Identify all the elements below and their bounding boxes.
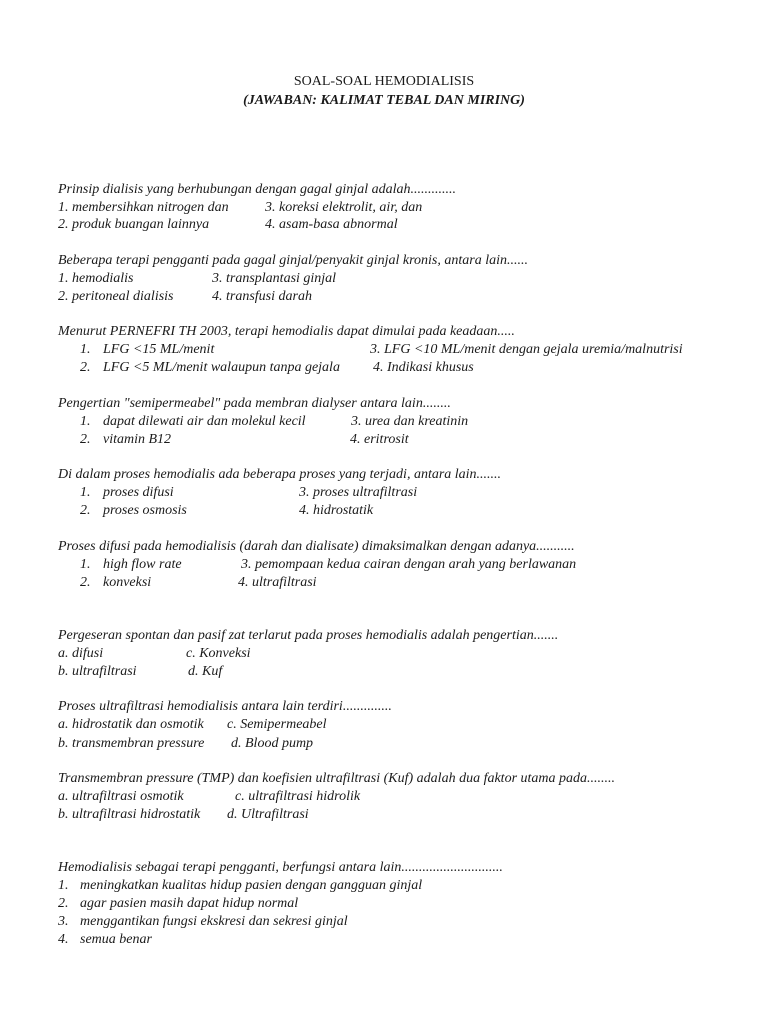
- question-6-option-4: 4. ultrafiltrasi: [238, 575, 317, 590]
- question-8-option-a: a. hidrostatik dan osmotik: [58, 717, 204, 732]
- question-7-option-c: c. Konveksi: [186, 646, 251, 661]
- question-5-text: Di dalam proses hemodialis ada beberapa proses yang terjadi, antara lain.......: [58, 467, 502, 482]
- question-10-option-2: agar pasien masih dapat hidup normal: [80, 896, 299, 911]
- question-10-option-1: meningkatkan kualitas hidup pasien dengan gangguan ginjal: [80, 878, 423, 893]
- question-4-number-2: 2.: [80, 432, 91, 447]
- question-10-option-4: semua benar: [80, 932, 152, 947]
- question-1-option-2: 2. produk buangan lainnya: [58, 217, 210, 232]
- question-10-text: Hemodialisis sebagai terapi pengganti, berfungsi antara lain.............................: [58, 860, 503, 875]
- question-5-option-1: proses difusi: [103, 485, 174, 500]
- question-7-option-b: b. ultrafiltrasi: [58, 664, 137, 679]
- question-6-text: Proses difusi pada hemodialisis (darah dan dialisate) dimaksimalkan dengan adanya...........: [58, 539, 575, 554]
- question-6-option-3: 3. pemompaan kedua cairan dengan arah yang berlawanan: [241, 557, 577, 572]
- question-8-option-b: b. transmembran pressure: [58, 736, 205, 751]
- question-10-number-1: 1.: [58, 878, 69, 893]
- question-1-option-3: 3. koreksi elektrolit, air, dan: [265, 200, 423, 215]
- question-2-option-1: 1. hemodialis: [58, 271, 134, 286]
- question-3-option-2: LFG <5 ML/menit walaupun tanpa gejala: [103, 360, 340, 375]
- question-8-option-d: d. Blood pump: [231, 736, 314, 751]
- question-1-option-1: 1. membersihkan nitrogen dan: [58, 200, 229, 215]
- question-2-option-3: 3. transplantasi ginjal: [212, 271, 337, 286]
- question-9-option-a: a. ultrafiltrasi osmotik: [58, 789, 184, 804]
- question-9-option-b: b. ultrafiltrasi hidrostatik: [58, 807, 201, 822]
- question-1-option-4: 4. asam-basa abnormal: [265, 217, 398, 232]
- question-6-number-2: 2.: [80, 575, 91, 590]
- question-9-option-c: c. ultrafiltrasi hidrolik: [235, 789, 361, 804]
- question-6-option-1: high flow rate: [103, 557, 182, 572]
- question-10-option-3: menggantikan fungsi ekskresi dan sekresi ginjal: [80, 914, 348, 929]
- question-3-number-2: 2.: [80, 360, 91, 375]
- question-4-number-1: 1.: [80, 414, 91, 429]
- question-5-number-1: 1.: [80, 485, 91, 500]
- question-4-text: Pengertian "semipermeabel" pada membran dialyser antara lain........: [58, 396, 451, 411]
- question-9-text: Transmembran pressure (TMP) dan koefisien ultrafiltrasi (Kuf) adalah dua faktor utama pada........: [58, 771, 616, 786]
- question-7-text: Pergeseran spontan dan pasif zat terlarut pada proses hemodialis adalah pengertian.......: [58, 628, 559, 643]
- question-8-option-c: c. Semipermeabel: [227, 717, 327, 732]
- question-4-option-3: 3. urea dan kreatinin: [351, 414, 469, 429]
- question-6-option-2: konveksi: [103, 575, 152, 590]
- question-4-option-1: dapat dilewati air dan molekul kecil: [103, 414, 306, 429]
- question-7-option-a: a. difusi: [58, 646, 104, 661]
- question-5-option-2: proses osmosis: [103, 503, 187, 518]
- question-10-number-3: 3.: [58, 914, 69, 929]
- question-4-option-4: 4. eritrosit: [350, 432, 409, 447]
- question-5-number-2: 2.: [80, 503, 91, 518]
- question-10-number-4: 4.: [58, 932, 69, 947]
- question-10-number-2: 2.: [58, 896, 69, 911]
- question-5-option-3: 3. proses ultrafiltrasi: [299, 485, 418, 500]
- question-3-option-4: 4. Indikasi khusus: [373, 360, 474, 375]
- question-2-option-4: 4. transfusi darah: [212, 289, 312, 304]
- question-8-text: Proses ultrafiltrasi hemodialisis antara lain terdiri..............: [58, 699, 392, 714]
- question-6-number-1: 1.: [80, 557, 91, 572]
- question-2-text: Beberapa terapi pengganti pada gagal ginjal/penyakit ginjal kronis, antara lain......: [58, 253, 528, 268]
- question-3-option-3: 3. LFG <10 ML/menit dengan gejala uremia/malnutrisi: [370, 342, 683, 357]
- question-3-option-1: LFG <15 ML/menit: [103, 342, 215, 357]
- question-4-option-2: vitamin B12: [103, 432, 172, 447]
- document-title: SOAL-SOAL HEMODIALISIS: [293, 74, 475, 89]
- document-subtitle: (JAWABAN: KALIMAT TEBAL DAN MIRING): [243, 93, 525, 108]
- question-1-text: Prinsip dialisis yang berhubungan dengan gagal ginjal adalah.............: [58, 182, 456, 197]
- question-9-option-d: d. Ultrafiltrasi: [227, 807, 309, 822]
- question-2-option-2: 2. peritoneal dialisis: [58, 289, 174, 304]
- question-5-option-4: 4. hidrostatik: [299, 503, 374, 518]
- question-3-text: Menurut PERNEFRI TH 2003, terapi hemodialis dapat dimulai pada keadaan.....: [58, 324, 515, 339]
- question-3-number-1: 1.: [80, 342, 91, 357]
- question-7-option-d: d. Kuf: [188, 664, 223, 679]
